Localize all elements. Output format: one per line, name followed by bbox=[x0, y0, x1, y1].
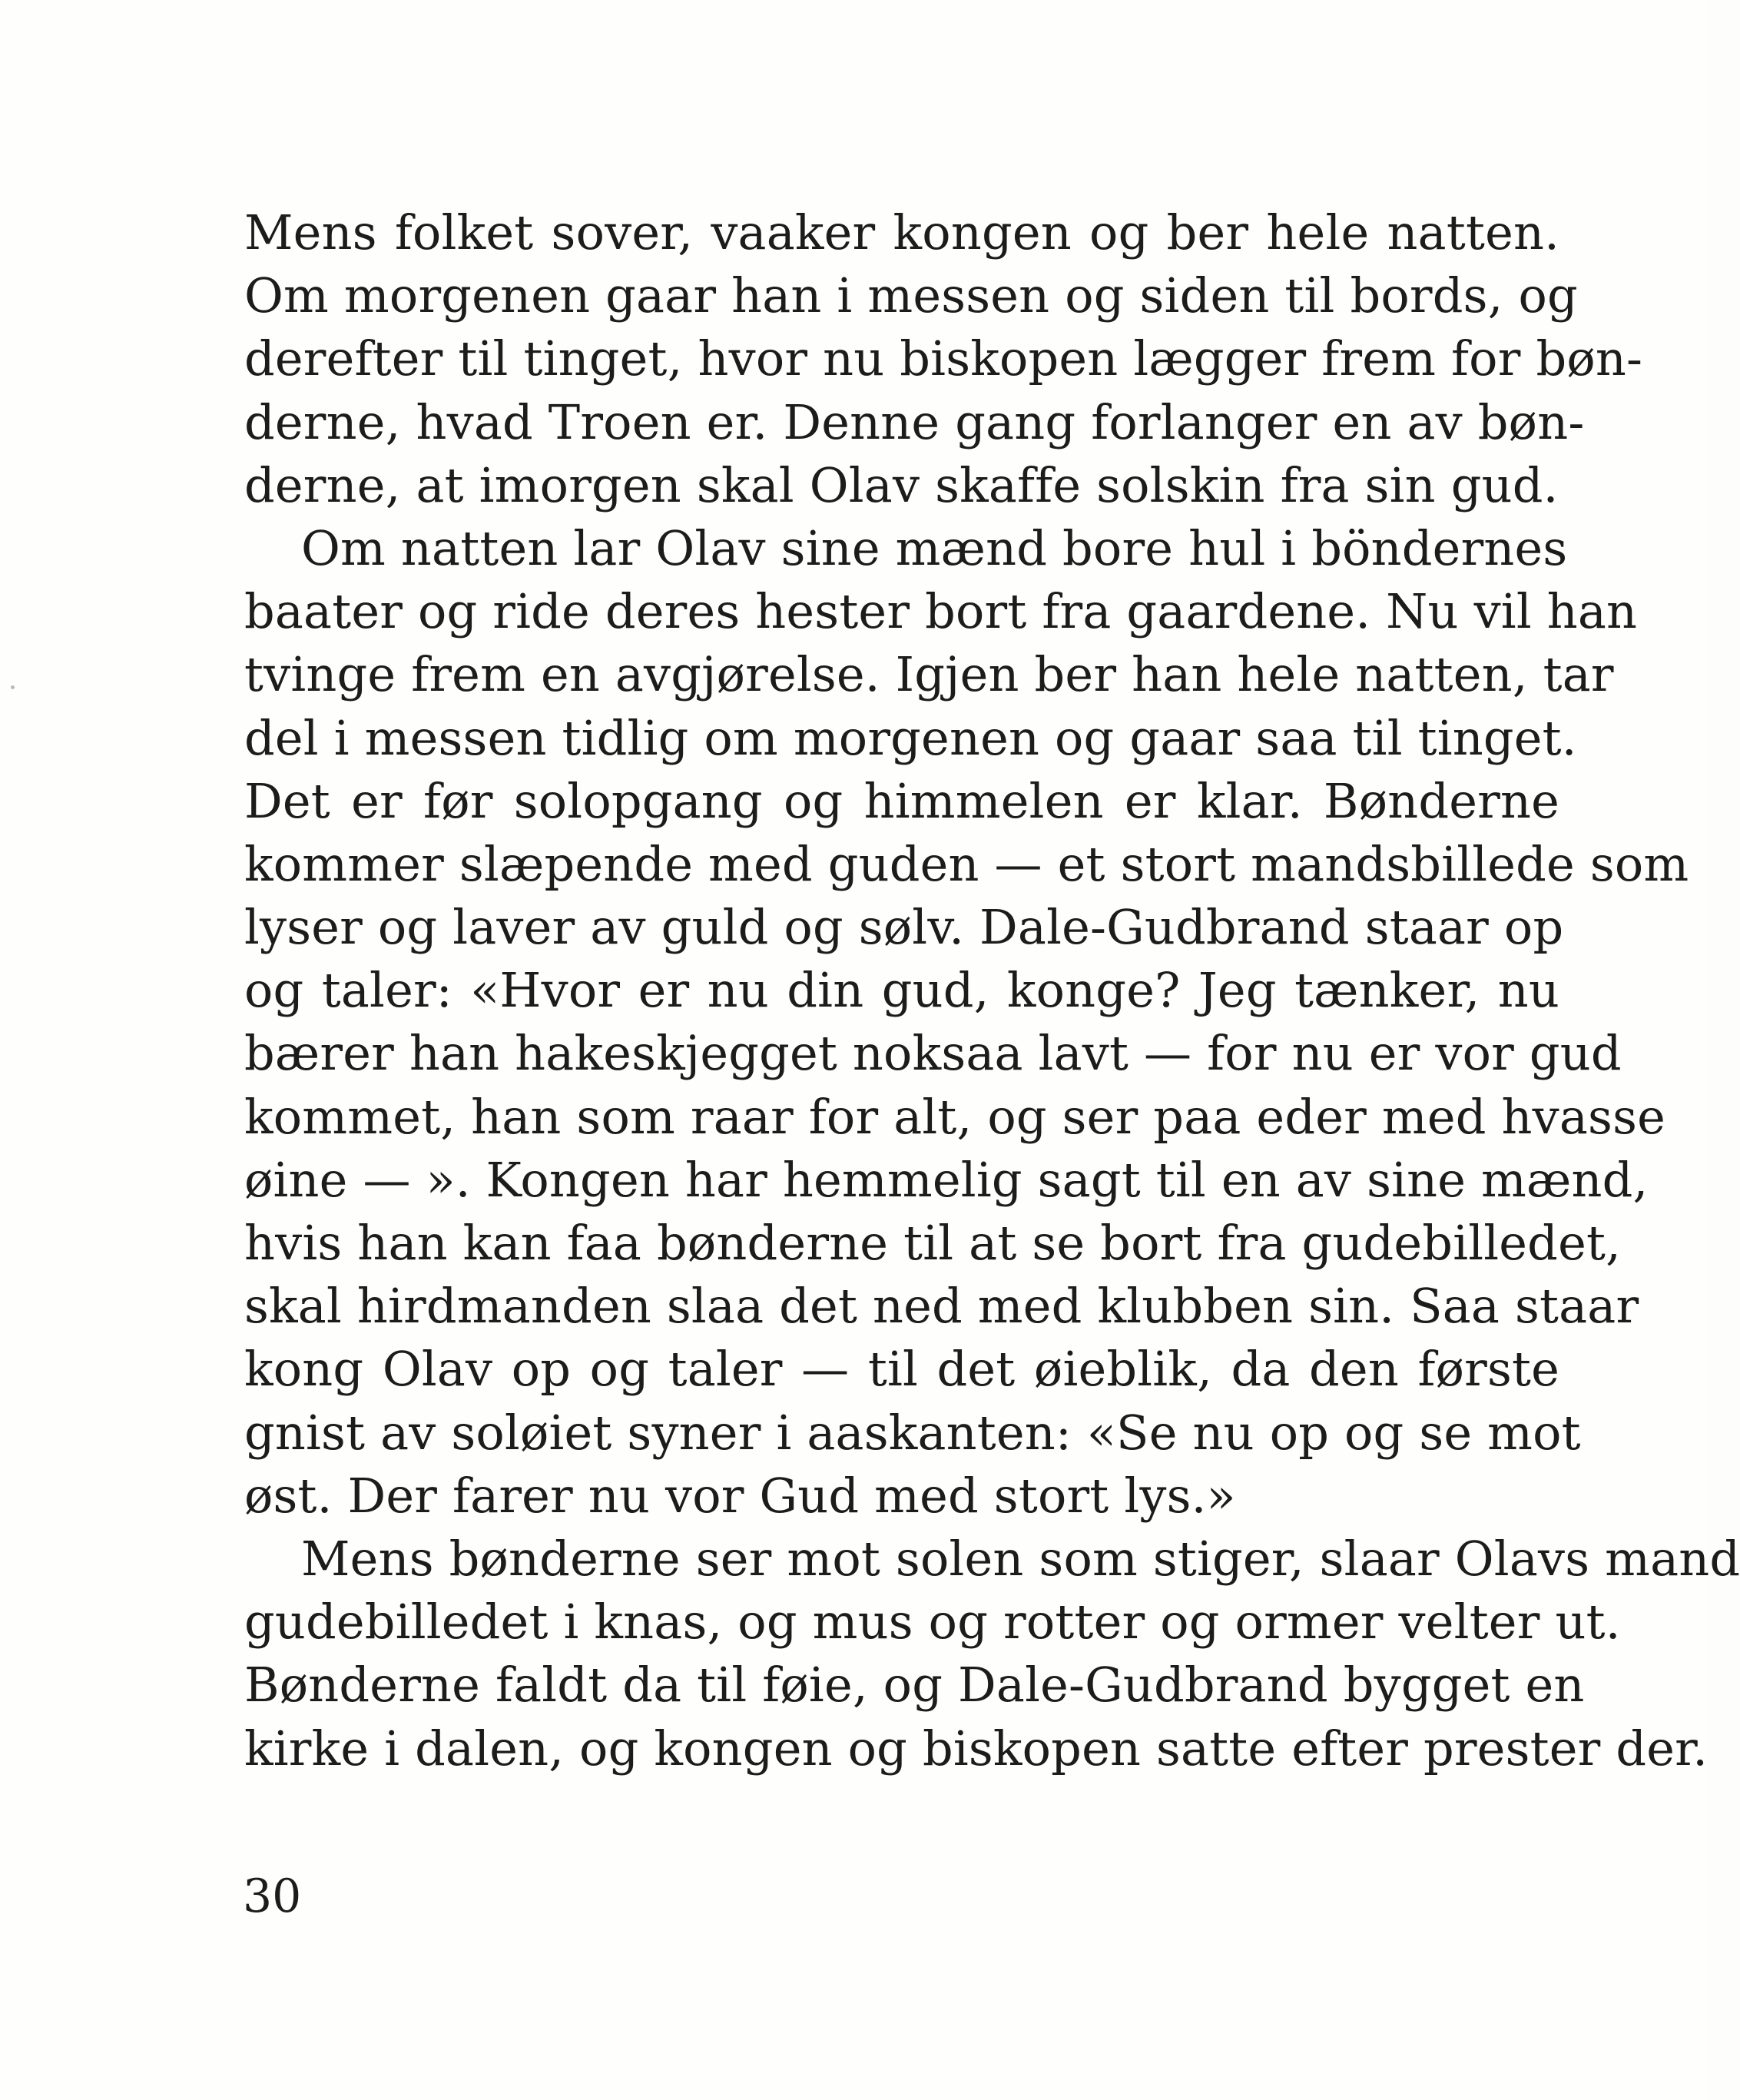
text-line: hvis han kan faa bønderne til at se bort fra gudebilledet, bbox=[244, 1215, 1621, 1271]
text-line: kong Olav op og taler — til det øieblik, da den første bbox=[244, 1341, 1559, 1398]
text-line: derne, at imorgen skal Olav skaffe solskin fra sin gud. bbox=[244, 456, 1559, 513]
text-line: del i messen tidlig om morgenen og gaar saa til tinget. bbox=[244, 709, 1577, 766]
text-line: øine — ». Kongen har hemmelig sagt til en av sine mænd, bbox=[244, 1151, 1649, 1208]
text-line: øst. Der farer nu vor Gud med stort lys.» bbox=[244, 1467, 1236, 1524]
text-line: baater og ride deres hester bort fra gaardene. Nu vil han bbox=[244, 583, 1638, 640]
text-line: kommet, han som raar for alt, og ser paa eder med hvasse bbox=[244, 1088, 1665, 1145]
text-line: Bønderne faldt da til føie, og Dale-Gudbrand bygget en bbox=[244, 1657, 1585, 1714]
text-line: og taler: «Hvor er nu din gud, konge? Jeg tænker, nu bbox=[244, 962, 1559, 1019]
body-text bbox=[244, 201, 1740, 1780]
text-line: tvinge frem en avgjørelse. Igjen ber han hele natten, tar bbox=[244, 646, 1614, 703]
page-number: 30 bbox=[243, 1869, 302, 1923]
text-line: gnist av soløiet syner i aaskanten: «Se nu op og se mot bbox=[244, 1404, 1581, 1461]
text-line: Om natten lar Olav sine mænd bore hul i böndernes bbox=[301, 519, 1568, 576]
text-line: derne, hvad Troen er. Denne gang forlanger en av bøn- bbox=[244, 393, 1585, 450]
text-line: Om morgenen gaar han i messen og siden til bords, og bbox=[244, 267, 1578, 324]
text-line: skal hirdmanden slaa det ned med klubben sin. Saa staar bbox=[244, 1278, 1639, 1335]
text-line: Det er før solopgang og himmelen er klar. Bønderne bbox=[244, 772, 1559, 829]
text-line: lyser og laver av guld og sølv. Dale-Gudbrand staar op bbox=[244, 899, 1564, 956]
scan-speck bbox=[11, 685, 15, 689]
text-line: Mens bønderne ser mot solen som stiger, slaar Olavs mand bbox=[301, 1530, 1740, 1587]
text-line: derefter til tinget, hvor nu biskopen lægger frem for bøn- bbox=[244, 330, 1643, 387]
text-line: Mens folket sover, vaaker kongen og ber hele natten. bbox=[244, 204, 1559, 260]
text-line: gudebilledet i knas, og mus og rotter og ormer velter ut. bbox=[244, 1594, 1621, 1650]
text-line: kirke i dalen, og kongen og biskopen satte efter prester der. bbox=[244, 1720, 1709, 1777]
text-line: kommer slæpende med guden — et stort mandsbillede som bbox=[244, 835, 1689, 892]
text-line: bærer han hakeskjegget noksaa lavt — for nu er vor gud bbox=[244, 1025, 1622, 1082]
